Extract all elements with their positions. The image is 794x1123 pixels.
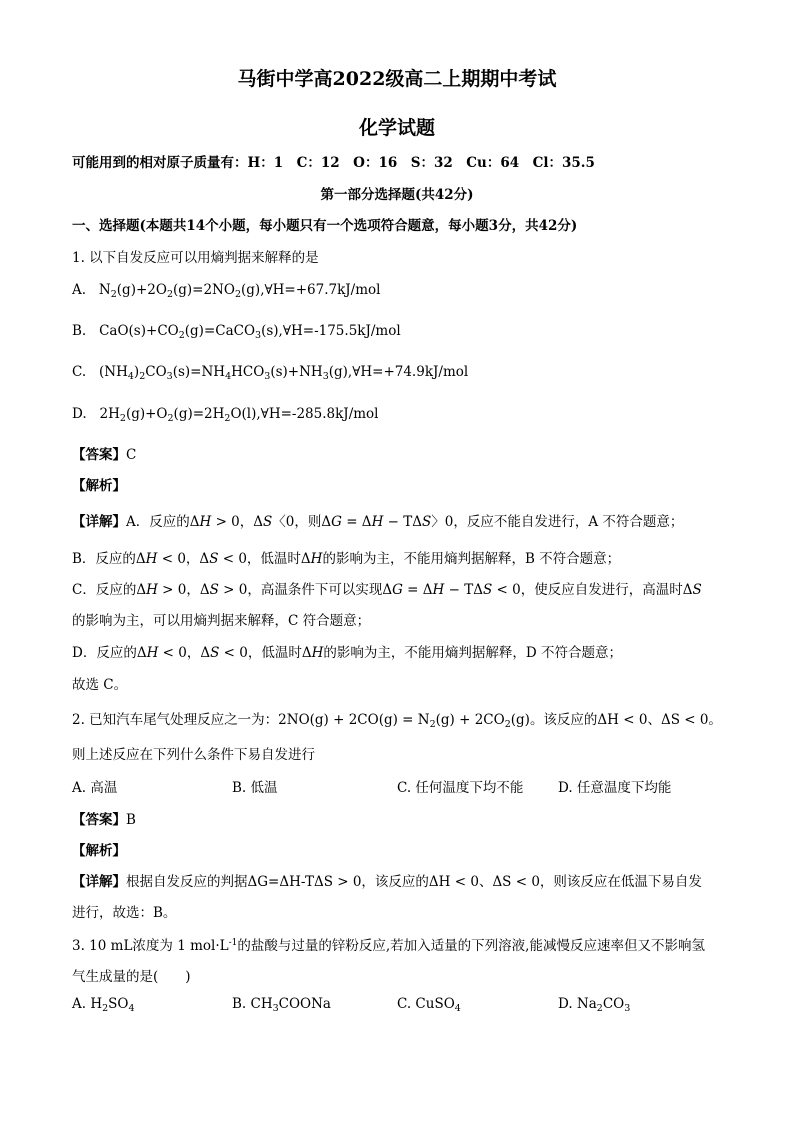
q1-answer-value: C: [126, 447, 137, 463]
q2-answer: [72, 808, 136, 828]
part-title: 第一部分选择题(共42分): [320, 187, 474, 203]
q3-stem-text2: 的盐酸与过量的锌粉反应,若加入适量的下列溶液,能减慢反应速率但又不影响氢: [237, 938, 705, 954]
q2-option-a: A. 高温: [72, 780, 118, 796]
q2-detail-cont: 进行，故选：B。: [72, 905, 177, 921]
q1-answer-tag: 【答案】: [72, 447, 126, 463]
q1-option-c-enthalpy: ,∀H=+74.9kJ/mol: [347, 364, 469, 380]
q1-option-d: D. $2H_2(g)+O_2(g)=2H_2O(l),\forall H=-285.8kJ$/mol: [72, 406, 379, 424]
q2-answer-value: B: [126, 812, 136, 828]
q1-option-c: C. $(NH_4)_2CO_3(s)=NH_4HCO_3(s)+NH_3(g),\forall H=+74.9kJ$/mol: [72, 364, 469, 382]
exam-title: 马街中学高2022级高二上期期中考试: [237, 68, 557, 90]
q2-stem: 2. 已知汽车尾气处理反应之一为：$2NO(g) + 2CO(g) = N_2(g) + 2CO_2(g)$。该反应的ΔH < 0、ΔS < 0。: [72, 712, 722, 730]
q1-detail-c: C．反应的ΔH > 0，ΔS > 0，高温条件下可以实现ΔG = ΔH − TΔS < 0，使反应自发进行，高温时ΔS: [72, 582, 702, 598]
q1-option-b-label: B.: [72, 323, 87, 339]
q2-option-d: D. 任意温度下均能: [558, 780, 672, 796]
q2-stem-cont: 则上述反应在下列什么条件下易自发进行: [72, 747, 315, 763]
q3-option-d: D. $Na_2CO_3$: [558, 996, 631, 1014]
q1-conclusion: 故选 C。: [72, 677, 128, 693]
q2-detail-tag: 【详解】: [72, 874, 126, 890]
q1-detail-tag: 【详解】: [72, 514, 126, 530]
q1-option-a: A. $N_2(g)+2O_2(g)=2NO_2(g),\forall H=+67.7kJ$/mol: [72, 282, 381, 300]
q1-option-d-enthalpy: ,∀H=-285.8kJ/mol: [256, 406, 379, 422]
q3-option-b-text: B. CH: [232, 996, 273, 1012]
q1-option-b: B. $CaO(s)+CO_2(g)=CaCO_3(s),\forall H=-175.5kJ$/mol: [72, 323, 401, 341]
q2-analysis-tag: 【解析】: [72, 843, 126, 859]
q2-option-b: B. 低温: [232, 780, 278, 796]
q2-detail-text: 根据自发反应的判据ΔG=ΔH-TΔS > 0，该反应的ΔH < 0、ΔS < 0，则该反应在低温下易自发: [126, 874, 702, 890]
section-title: 一、选择题(本题共14个小题，每小题只有一个选项符合题意，每小题3分，共42分): [72, 218, 578, 234]
q3-stem-cont: 气生成量的是( ): [72, 969, 191, 985]
q3-option-c: C. CuSO$_4$: [397, 996, 461, 1014]
q3-stem-superscript: -1: [228, 938, 238, 948]
q3-option-d-text: D. Na: [558, 996, 597, 1012]
q1-detail-c-text: ，高温条件下可以实现: [247, 582, 383, 598]
q1-option-d-label: D.: [72, 406, 87, 422]
q1-option-b-enthalpy: ,∀H=-175.5kJ/mol: [278, 323, 401, 339]
q3-option-c-text: C. CuSO: [397, 996, 455, 1012]
q1-detail-b: B．反应的ΔH < 0，ΔS < 0，低温时ΔH的影响为主，不能用熵判据解释，B 不符合题意；: [72, 551, 621, 567]
q1-detail-d: D．反应的ΔH < 0，ΔS < 0，低温时ΔH的影响为主，不能用熵判据解释，D 不符合题意；: [72, 645, 622, 661]
q1-detail-a: 【详解】A．反应的ΔH > 0，ΔS〈0，则ΔG = ΔH − TΔS〉0，反应不能自发进行，A 不符合题意；: [72, 514, 684, 530]
exam-subtitle: 化学试题: [358, 117, 435, 139]
q1-answer: [72, 443, 136, 463]
q1-detail-c-text2: ，使反应自发进行，高温时: [520, 582, 683, 598]
q1-detail-c-cont: 的影响为主，可以用熵判据来解释，C 符合题意；: [72, 613, 371, 629]
q1-option-c-label: C.: [72, 364, 87, 380]
q3-stem: [72, 934, 705, 954]
q1-detail-a-text: A．反应的: [126, 514, 190, 530]
q2-stem-intro: 2. 已知汽车尾气处理反应之一为：: [72, 712, 279, 728]
q1-stem: 1. 以下自发反应可以用熵判据来解释的是: [72, 250, 319, 266]
q1-analysis-tag: 【解析】: [72, 478, 126, 494]
q3-option-a: A. $H_2SO_4$: [72, 996, 135, 1014]
q1-option-a-label: A.: [72, 282, 87, 298]
q3-option-b: B. $CH_3COONa$: [232, 996, 331, 1014]
q1-detail-b-text: ，低温时: [246, 551, 301, 567]
q2-detail: [72, 870, 702, 890]
q1-detail-a-conclusion: ，反应不能自发进行，A 不符合题意；: [453, 514, 684, 530]
q1-detail-b-conclusion: 的影响为主，不能用熵判据解释，B 不符合题意；: [322, 551, 621, 567]
q2-stem-condition: 。该反应的ΔH < 0、ΔS < 0。: [529, 712, 722, 728]
q2-option-c: C. 任何温度下均不能: [397, 780, 524, 796]
q1-detail-d-conclusion: 的影响为主，不能用熵判据解释，D 不符合题意；: [323, 645, 622, 661]
atomic-masses: 可能用到的相对原子质量有：H：1 C：12 O：16 S：32 Cu：64 Cl：35.5: [72, 155, 595, 171]
q1-option-a-enthalpy: ,∀H=+67.7kJ/mol: [260, 282, 381, 298]
q3-option-a-text: A. H: [72, 996, 103, 1012]
q3-stem-text: 3. 10 mL浓度为 1 mol·L: [72, 938, 229, 954]
q2-answer-tag: 【答案】: [72, 812, 126, 828]
